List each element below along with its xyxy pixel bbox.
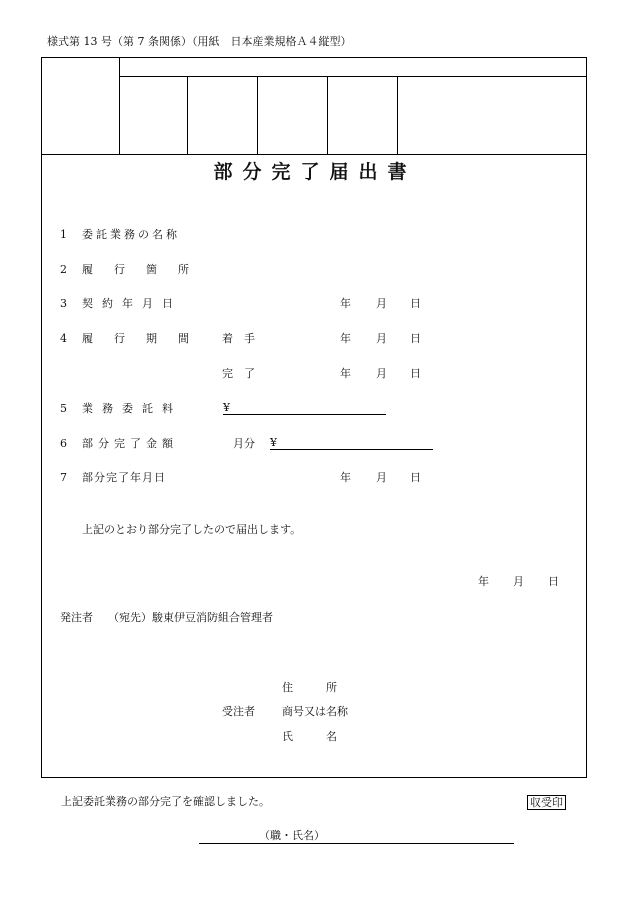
official-name-label: （職・氏名）: [259, 829, 325, 842]
item-label-partial-amount: 部分完了金額: [82, 437, 178, 450]
period-end-label: 完 了: [222, 367, 255, 380]
item-label-partial-date: 部分完了年月日: [82, 471, 166, 484]
orderer-addressee: （宛先）駿東伊豆消防組合管理者: [108, 611, 273, 624]
orderer-label: 発注者: [60, 611, 93, 624]
fee-amount-line: [223, 414, 386, 415]
date-year: 年: [478, 575, 489, 588]
stamp-box-divider: [397, 76, 398, 155]
receipt-stamp-box: 収受印: [527, 795, 566, 810]
date-year: 年: [340, 367, 351, 380]
date-month: 月: [376, 297, 387, 310]
stamp-boxes-row: [41, 57, 587, 155]
date-day: 日: [410, 297, 421, 310]
stamp-box-divider: [327, 76, 328, 155]
date-year: 年: [340, 297, 351, 310]
form-code-header: 様式第 13 号（第 7 条関係）（用紙 日本産業規格Ａ４縦型）: [47, 35, 352, 48]
item-number: 3: [60, 297, 67, 310]
item-number: 7: [60, 471, 67, 484]
date-month: 月: [376, 367, 387, 380]
date-day: 日: [410, 471, 421, 484]
contractor-trade-name-label: 商号又は名称: [282, 705, 348, 718]
period-start-label: 着 手: [222, 332, 255, 345]
stamp-box-divider: [257, 76, 258, 155]
date-day: 日: [548, 575, 559, 588]
contractor-label: 受注者: [222, 705, 255, 718]
date-day: 日: [410, 332, 421, 345]
date-month: 月: [376, 332, 387, 345]
contractor-address-label: 住 所: [282, 681, 337, 694]
yen-sign: ¥: [223, 401, 230, 414]
stamp-box-divider: [187, 76, 188, 155]
item-number: 5: [60, 402, 67, 415]
partial-amount-line: [270, 449, 433, 450]
item-number: 4: [60, 332, 67, 345]
date-day: 日: [410, 367, 421, 380]
yen-sign: ¥: [270, 436, 277, 449]
confirmation-text: 上記委託業務の部分完了を確認しました。: [61, 795, 270, 808]
month-share-label: 月分: [233, 437, 255, 450]
item-label-name: 委託業務の名称: [82, 228, 180, 241]
item-number: 2: [60, 263, 67, 276]
date-year: 年: [340, 471, 351, 484]
date-month: 月: [513, 575, 524, 588]
date-year: 年: [340, 332, 351, 345]
stamp-box-divider: [119, 57, 120, 155]
date-month: 月: [376, 471, 387, 484]
item-label-contract-date: 契約年月日: [82, 297, 182, 310]
item-number: 1: [60, 228, 67, 241]
item-label-period: 履行期間: [82, 332, 210, 345]
stamp-box-header-line: [119, 76, 587, 77]
item-number: 6: [60, 437, 67, 450]
official-signature-line: [199, 843, 514, 844]
document-title: 部分完了届出書: [213, 161, 417, 183]
declaration-statement: 上記のとおり部分完了したので届出します。: [82, 523, 302, 536]
item-label-fee: 業務委託料: [82, 402, 182, 415]
contractor-name-label: 氏 名: [282, 730, 337, 743]
item-label-location: 履行箇所: [82, 263, 210, 276]
